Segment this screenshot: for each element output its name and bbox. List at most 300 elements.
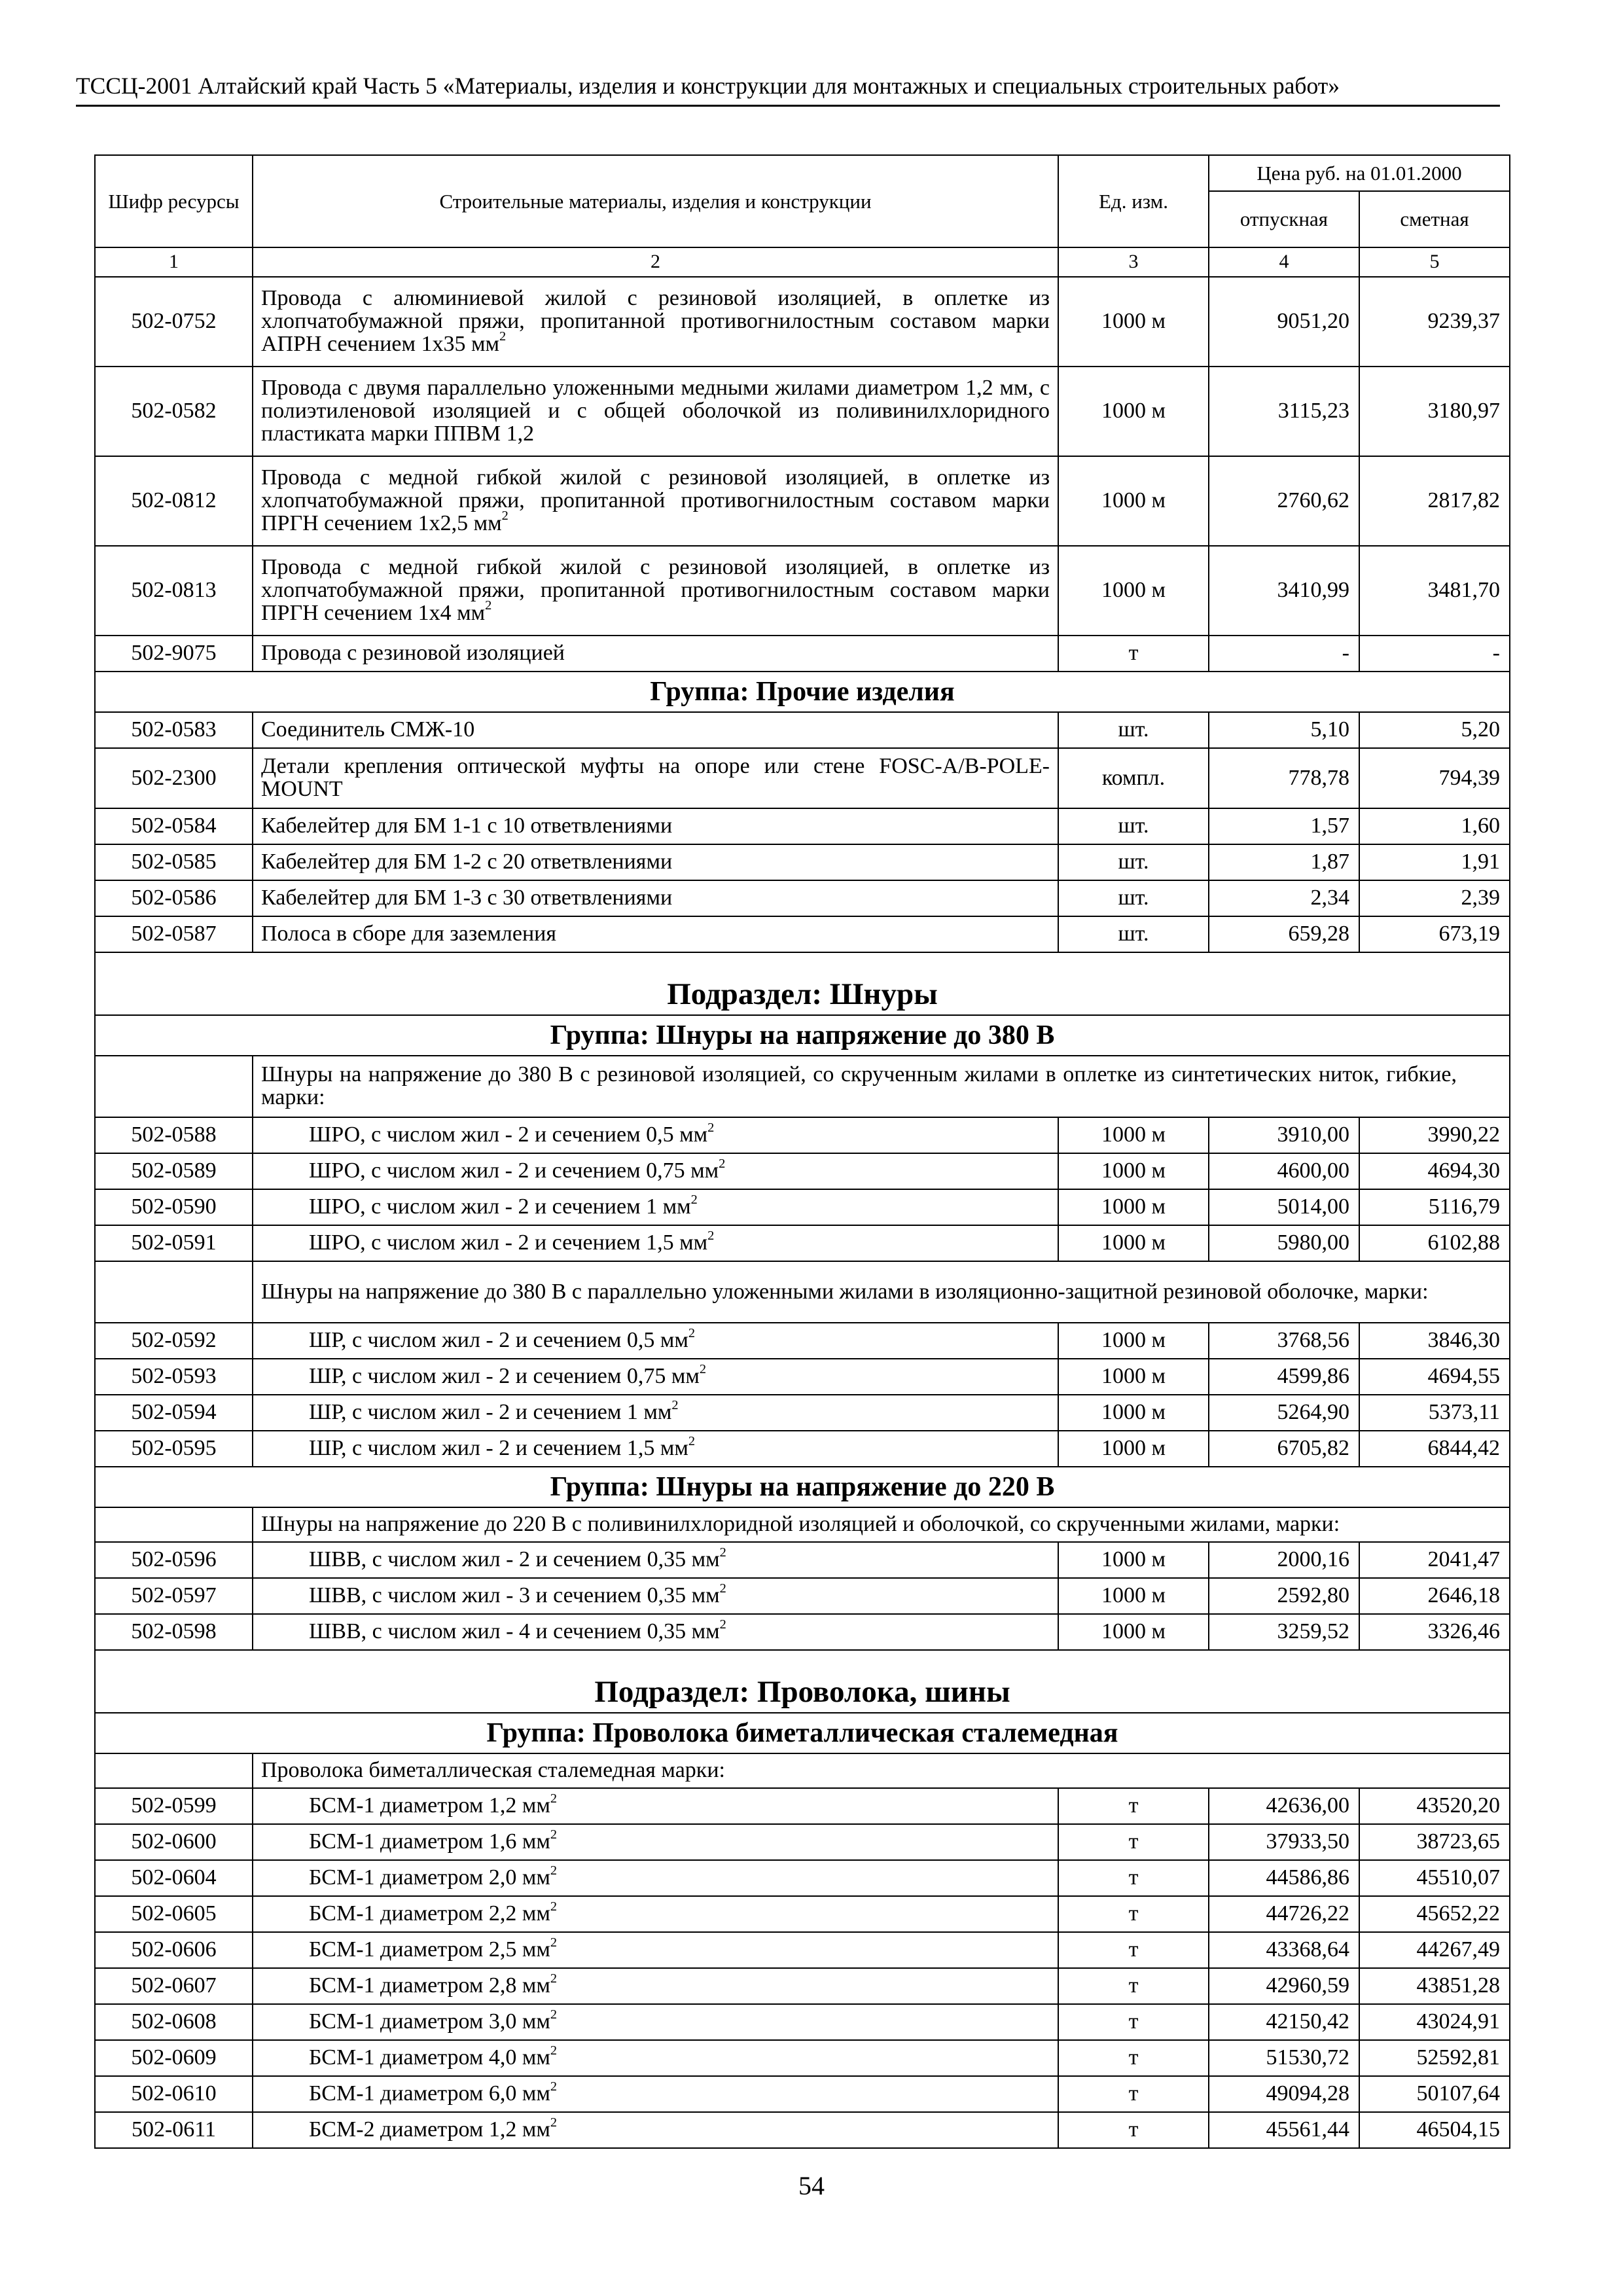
unit-cell-text: т [1128,2009,1139,2034]
header-name: Строительные материалы, изделия и конструкции [253,155,1058,247]
group-title-row [95,1467,1510,1507]
unit-cell [1058,844,1209,880]
estimate-price [1359,2004,1510,2040]
wholesale-price-text: 3410,99 [1277,578,1349,603]
superscript: 2 [550,2115,558,2130]
material-name-text: БСМ-2 диаметром 1,2 мм [309,2117,550,2142]
price-table [94,154,1510,2149]
unit-cell [1058,1323,1209,1359]
wholesale-price [1209,367,1359,456]
wholesale-price [1209,1189,1359,1225]
resource-code [95,2076,253,2112]
wholesale-price [1209,1614,1359,1650]
estimate-price-text: 3481,70 [1427,578,1500,603]
wholesale-price [1209,2112,1359,2148]
superscript: 2 [499,329,507,344]
estimate-price [1359,1431,1510,1467]
resource-code-text: 502-0607 [131,1973,217,1998]
table-header [95,155,1510,277]
resource-code-text: 502-0588 [131,1122,217,1147]
material-name-text: ШРО, с числом жил - 2 и сечением 1 мм [309,1194,691,1219]
material-name-text: Кабелейтер для БМ 1-2 с 20 ответвлениями [261,850,673,874]
column-number: 3 [1058,247,1209,277]
estimate-price [1359,1788,1510,1824]
wholesale-price [1209,456,1359,546]
estimate-price-text: 45510,07 [1416,1865,1500,1890]
estimate-price-text: 794,39 [1438,765,1500,790]
superscript: 2 [550,1827,558,1842]
estimate-price [1359,277,1510,367]
resource-code [95,546,253,636]
resource-code-text: 502-0587 [131,922,217,946]
resource-code [95,748,253,808]
wholesale-price [1209,546,1359,636]
resource-code [95,1968,253,2004]
unit-cell [1058,916,1209,952]
unit-cell-text: т [1128,1937,1139,1962]
group-title [95,1713,1510,1753]
table-row [95,1896,1510,1932]
superscript: 2 [699,1361,707,1376]
table-row [95,1225,1510,1261]
material-name-text: Провода с резиновой изоляцией [261,641,565,666]
material-name-text: ШРО, с числом жил - 2 и сечением 0,5 мм [309,1122,708,1147]
resource-code-text: 502-0610 [131,2081,217,2106]
wholesale-price [1209,916,1359,952]
material-name-text: БСМ-1 диаметром 1,6 мм [309,1829,550,1854]
material-name [253,1542,1058,1578]
material-name [253,367,1058,456]
resource-code [95,808,253,844]
resource-code-text: 502-0606 [131,1937,217,1962]
material-name [253,1860,1058,1896]
unit-cell-text: шт. [1118,886,1149,910]
estimate-price-text: 5,20 [1461,717,1500,742]
wholesale-price [1209,712,1359,748]
material-name-text: БСМ-1 диаметром 2,2 мм [309,1901,550,1926]
estimate-price [1359,748,1510,808]
material-name [253,1323,1058,1359]
wholesale-price-text: 3910,00 [1277,1122,1349,1147]
wholesale-price-text: 1,87 [1310,850,1349,874]
estimate-price [1359,1824,1510,1860]
unit-cell [1058,1225,1209,1261]
wholesale-price-text: 2760,62 [1277,488,1349,513]
estimate-price [1359,844,1510,880]
material-name-text: ШВВ, с числом жил - 2 и сечением 0,35 мм [309,1547,720,1572]
unit-cell-text: т [1128,1901,1139,1926]
unit-cell-text: 1000 м [1101,1328,1166,1353]
wholesale-price [1209,1117,1359,1153]
estimate-price-text: 52592,81 [1416,2045,1500,2070]
unit-cell [1058,1117,1209,1153]
estimate-price-text: 6844,42 [1427,1436,1500,1461]
resource-code [95,456,253,546]
group-intro-text: Проволока биметаллическая сталемедная марки: [261,1758,725,1783]
header-rule [76,105,1500,107]
material-name [253,1932,1058,1968]
subsection-title-row [95,952,1510,1015]
resource-code [95,1932,253,1968]
unit-cell-text: т [1128,1793,1139,1818]
resource-code-text: 502-2300 [131,765,217,790]
material-name-text: ШР, с числом жил - 2 и сечением 1 мм [309,1400,672,1425]
group-intro [253,1056,1510,1117]
estimate-price [1359,712,1510,748]
resource-code [95,1788,253,1824]
table-row [95,1359,1510,1395]
superscript: 2 [485,598,492,613]
estimate-price [1359,1117,1510,1153]
material-name-text: ШР, с числом жил - 2 и сечением 1,5 мм [309,1436,688,1461]
unit-cell-text: 1000 м [1101,1194,1166,1219]
document-title: ТССЦ-2001 Алтайский край Часть 5 «Материалы, изделия и конструкции для монтажных и специальных строительных работ» [76,73,1340,99]
estimate-price [1359,1225,1510,1261]
superscript: 2 [719,1581,726,1596]
group-intro-text: Шнуры на напряжение до 380 В с резиновой изоляцией, со скрученным жилами в оплетке из синтетических ниток, гибкие, марки: [261,1062,1457,1109]
resource-code [95,1323,253,1359]
unit-cell [1058,367,1209,456]
table-row [95,1788,1510,1824]
wholesale-price [1209,808,1359,844]
resource-code-text: 502-0598 [131,1619,217,1644]
unit-cell [1058,1968,1209,2004]
estimate-price-text: 2817,82 [1427,488,1500,513]
resource-code [95,916,253,952]
wholesale-price [1209,1860,1359,1896]
subsection-title-text: Подраздел: Проволока, шины [594,1675,1010,1710]
resource-code-text: 502-0599 [131,1793,217,1818]
superscript: 2 [707,1228,715,1243]
estimate-price-text: - [1492,641,1500,666]
material-name-text: БСМ-1 диаметром 2,5 мм [309,1937,550,1962]
table-row [95,1968,1510,2004]
unit-cell [1058,1359,1209,1395]
wholesale-price-text: - [1342,641,1349,666]
wholesale-price-text: 5980,00 [1277,1230,1349,1255]
estimate-price [1359,880,1510,916]
unit-cell [1058,2076,1209,2112]
resource-code-text: 502-0583 [131,717,217,742]
table-row [95,712,1510,748]
material-name-text: Соединитель СМЖ-10 [261,717,475,742]
material-name [253,1153,1058,1189]
unit-cell [1058,1932,1209,1968]
estimate-price-text: 44267,49 [1416,1937,1500,1962]
estimate-price [1359,1968,1510,2004]
header-code: Шифр ресурсы [95,155,253,247]
group-title [95,1467,1510,1507]
unit-cell-text: т [1128,641,1139,666]
estimate-price [1359,1932,1510,1968]
group-title-row [95,672,1510,712]
estimate-price-text: 9239,37 [1427,309,1500,334]
material-name-text: БСМ-1 диаметром 2,8 мм [309,1973,550,1998]
resource-code [95,1896,253,1932]
table-row [95,880,1510,916]
estimate-price-text: 43520,20 [1416,1793,1500,1818]
unit-cell [1058,2040,1209,2076]
estimate-price-text: 50107,64 [1416,2081,1500,2106]
estimate-price-text: 3180,97 [1427,399,1500,423]
wholesale-price [1209,2004,1359,2040]
material-name [253,2076,1058,2112]
material-name-text: БСМ-1 диаметром 2,0 мм [309,1865,550,1890]
estimate-price-text: 2646,18 [1427,1583,1500,1608]
estimate-price [1359,1153,1510,1189]
table-row [95,808,1510,844]
wholesale-price [1209,1968,1359,2004]
table-row [95,916,1510,952]
wholesale-price-text: 44726,22 [1266,1901,1349,1926]
resource-code-text: 502-0582 [131,399,217,423]
unit-cell [1058,1189,1209,1225]
superscript: 2 [550,1899,558,1914]
wholesale-price [1209,1824,1359,1860]
wholesale-price [1209,1578,1359,1614]
resource-code [95,1542,253,1578]
unit-cell-text: компл. [1101,765,1166,790]
wholesale-price [1209,1395,1359,1431]
subsection-title [95,1650,1510,1713]
material-name-text: ШРО, с числом жил - 2 и сечением 0,75 мм [309,1158,719,1183]
resource-code-text: 502-0608 [131,2009,217,2034]
wholesale-price-text: 778,78 [1288,765,1349,790]
superscript: 2 [550,1935,558,1950]
table-row [95,1189,1510,1225]
resource-code-text: 502-0591 [131,1230,217,1255]
wholesale-price [1209,277,1359,367]
intro-row [95,1507,1510,1542]
page-number: 54 [798,2171,825,2200]
group-intro [253,1507,1510,1542]
material-name [253,1225,1058,1261]
estimate-price-text: 1,60 [1461,814,1500,838]
estimate-price [1359,1578,1510,1614]
superscript: 2 [719,1156,726,1171]
material-name-text: Провода с двумя параллельно уложенными медными жилами диаметром 1,2 мм, с полиэтиленовой изоляцией и с общей оболочкой из поливинилхлоридного пластиката марки ППВМ 1,2 [261,376,1050,446]
estimate-price-text: 5116,79 [1428,1194,1500,1219]
intro-code-gap [95,1753,253,1788]
resource-code-text: 502-0609 [131,2045,217,2070]
wholesale-price [1209,1542,1359,1578]
estimate-price [1359,2076,1510,2112]
resource-code [95,1359,253,1395]
header-price: Цена руб. на 01.01.2000 [1209,155,1510,191]
estimate-price-text: 5373,11 [1428,1400,1500,1425]
superscript: 2 [550,1791,558,1806]
wholesale-price-text: 51530,72 [1266,2045,1349,2070]
table-row [95,1323,1510,1359]
estimate-price [1359,916,1510,952]
wholesale-price [1209,748,1359,808]
unit-cell-text: 1000 м [1101,1400,1166,1425]
superscript: 2 [550,1863,558,1878]
group-intro [253,1753,1510,1788]
material-name [253,546,1058,636]
wholesale-price-text: 42150,42 [1266,2009,1349,2034]
resource-code-text: 502-0590 [131,1194,217,1219]
unit-cell [1058,1431,1209,1467]
unit-cell-text: 1000 м [1101,578,1166,603]
resource-code [95,367,253,456]
intro-row [95,1261,1510,1323]
unit-cell [1058,808,1209,844]
column-numbers-row [95,247,1510,277]
page-header [76,68,1500,107]
wholesale-price [1209,1153,1359,1189]
wholesale-price-text: 659,28 [1288,922,1349,946]
material-name-text: Полоса в сборе для заземления [261,922,557,946]
material-name-text: ШР, с числом жил - 2 и сечением 0,5 мм [309,1328,688,1353]
table-row [95,2112,1510,2148]
unit-cell [1058,277,1209,367]
superscript: 2 [550,2043,558,2058]
estimate-price-text: 43851,28 [1416,1973,1500,1998]
material-name [253,1824,1058,1860]
group-intro-text: Шнуры на напряжение до 380 В с параллельно уложенными жилами в изоляционно-защитной резиновой оболочке, марки: [261,1279,1429,1304]
material-name [253,712,1058,748]
material-name [253,1578,1058,1614]
estimate-price-text: 2041,47 [1427,1547,1500,1572]
unit-cell [1058,880,1209,916]
estimate-price-text: 43024,91 [1416,2009,1500,2034]
superscript: 2 [707,1120,715,1135]
table-row [95,1860,1510,1896]
wholesale-price-text: 44586,86 [1266,1865,1349,1890]
wholesale-price-text: 6705,82 [1277,1436,1349,1461]
material-name [253,2040,1058,2076]
estimate-price [1359,1189,1510,1225]
intro-row [95,1753,1510,1788]
wholesale-price [1209,636,1359,672]
resource-code-text: 502-0604 [131,1865,217,1890]
unit-cell [1058,1542,1209,1578]
material-name-text: ШВВ, с числом жил - 4 и сечением 0,35 мм [309,1619,720,1644]
group-intro [253,1261,1510,1323]
resource-code [95,844,253,880]
material-name [253,1431,1058,1467]
unit-cell [1058,1824,1209,1860]
table-row [95,2004,1510,2040]
unit-cell [1058,1860,1209,1896]
resource-code [95,2004,253,2040]
material-name [253,844,1058,880]
material-name [253,1359,1058,1395]
estimate-price-text: 2,39 [1461,886,1500,910]
unit-cell-text: т [1128,1973,1139,1998]
estimate-price [1359,546,1510,636]
resource-code-text: 502-0605 [131,1901,217,1926]
wholesale-price-text: 49094,28 [1266,2081,1349,2106]
estimate-price [1359,1542,1510,1578]
wholesale-price [1209,1359,1359,1395]
intro-code-gap [95,1261,253,1323]
estimate-price-text: 1,91 [1461,850,1500,874]
header-estimate: сметная [1359,191,1510,247]
unit-cell [1058,748,1209,808]
group-title-text: Группа: Проволока биметаллическая сталемедная [486,1717,1118,1748]
resource-code-text: 502-0597 [131,1583,217,1608]
estimate-price-text: 3846,30 [1427,1328,1500,1353]
estimate-price-text: 4694,55 [1427,1364,1500,1389]
wholesale-price-text: 3115,23 [1277,399,1349,423]
material-name [253,1189,1058,1225]
unit-cell [1058,712,1209,748]
table-row [95,367,1510,456]
intro-code-gap [95,1507,253,1542]
unit-cell-text: 1000 м [1101,1364,1166,1389]
wholesale-price-text: 5014,00 [1277,1194,1349,1219]
group-intro-text: Шнуры на напряжение до 220 В с поливинилхлоридной изоляцией и оболочкой, со скрученными жилами, марки: [261,1512,1340,1537]
resource-code [95,1189,253,1225]
unit-cell-text: шт. [1118,814,1149,838]
resource-code [95,1153,253,1189]
wholesale-price-text: 1,57 [1310,814,1349,838]
wholesale-price-text: 9051,20 [1277,309,1349,334]
group-title-row [95,1713,1510,1753]
resource-code-text: 502-0596 [131,1547,217,1572]
wholesale-price-text: 5264,90 [1277,1400,1349,1425]
material-name-text: ШВВ, с числом жил - 3 и сечением 0,35 мм [309,1583,720,1608]
resource-code-text: 502-0813 [131,578,217,603]
wholesale-price-text: 4599,86 [1277,1364,1349,1389]
unit-cell-text: 1000 м [1101,1547,1166,1572]
table-row [95,636,1510,672]
superscript: 2 [688,1325,696,1340]
material-name [253,1788,1058,1824]
estimate-price [1359,808,1510,844]
material-name [253,748,1058,808]
material-name [253,1395,1058,1431]
resource-code [95,277,253,367]
unit-cell-text: 1000 м [1101,1619,1166,1644]
unit-cell [1058,1896,1209,1932]
wholesale-price [1209,1323,1359,1359]
estimate-price [1359,456,1510,546]
material-name [253,1968,1058,2004]
unit-cell-text: 1000 м [1101,1122,1166,1147]
wholesale-price [1209,844,1359,880]
unit-cell-text: 1000 м [1101,1158,1166,1183]
unit-cell-text: т [1128,2117,1139,2142]
estimate-price [1359,1359,1510,1395]
unit-cell [1058,546,1209,636]
material-name [253,1614,1058,1650]
wholesale-price [1209,1932,1359,1968]
resource-code [95,1614,253,1650]
estimate-price [1359,1860,1510,1896]
unit-cell-text: т [1128,1829,1139,1854]
unit-cell-text: 1000 м [1101,1436,1166,1461]
wholesale-price-text: 5,10 [1310,717,1349,742]
unit-cell-text: т [1128,1865,1139,1890]
unit-cell-text: шт. [1118,717,1149,742]
wholesale-price-text: 4600,00 [1277,1158,1349,1183]
resource-code [95,2112,253,2148]
superscript: 2 [671,1397,679,1412]
table-row [95,1824,1510,1860]
estimate-price-text: 6102,88 [1427,1230,1500,1255]
unit-cell-text: 1000 м [1101,488,1166,513]
material-name [253,916,1058,952]
material-name [253,1117,1058,1153]
resource-code [95,636,253,672]
wholesale-price [1209,2076,1359,2112]
unit-cell-text: шт. [1118,850,1149,874]
resource-code-text: 502-0594 [131,1400,217,1425]
wholesale-price-text: 43368,64 [1266,1937,1349,1962]
